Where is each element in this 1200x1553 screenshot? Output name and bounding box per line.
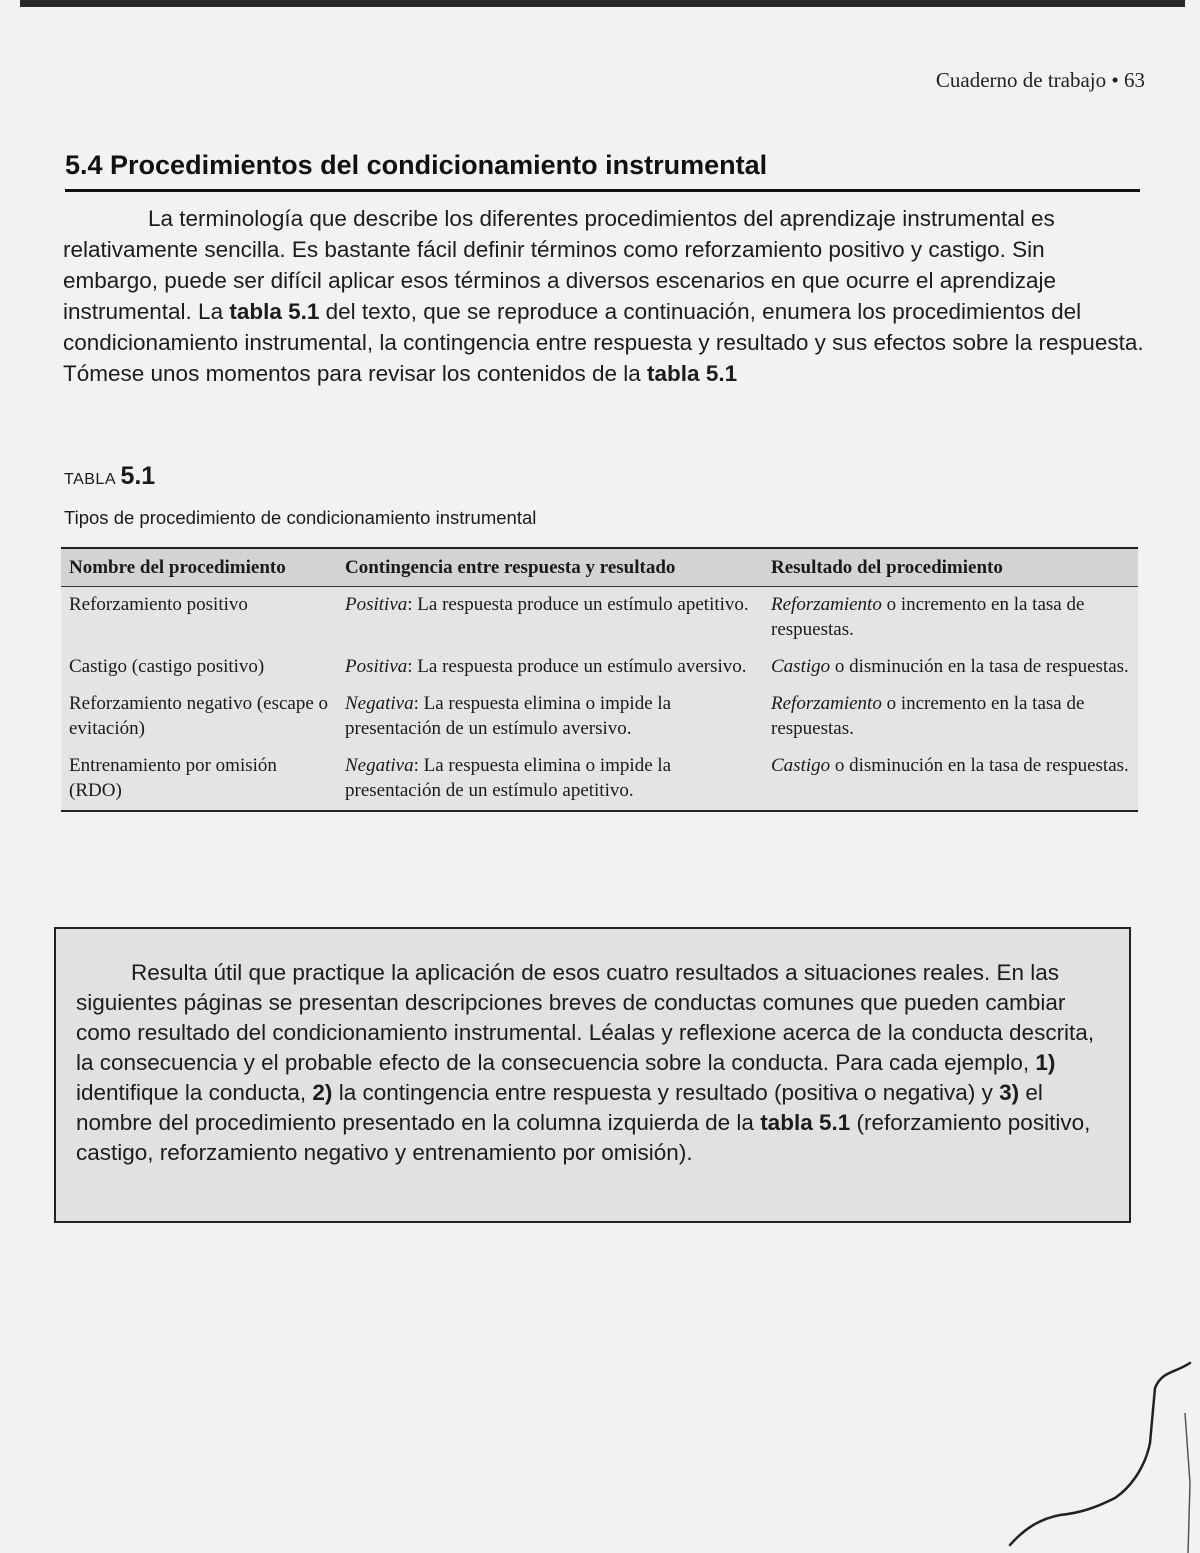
contingency-cell: [337, 649, 763, 686]
table-row: [61, 649, 1138, 686]
exercise-instructions: [76, 958, 1106, 1168]
section-title: 5.4 Procedimientos del condicionamiento instrumental: [65, 150, 1140, 192]
procedure-name-cell: Castigo (castigo positivo): [69, 656, 265, 677]
procedure-name-cell: Reforzamiento positivo: [69, 594, 248, 615]
intro-text-1: La terminología que describe los diferentes procedimientos del aprendizaje instrumental es relativamente sencilla. Es bastante fácil definir términos como reforzamiento positivo y castigo. Sin embargo, puede ser difícil aplicar esos términos a diversos escenarios en que ocurre el aprendizaje instrumental. La: [63, 206, 1057, 324]
result-type: Reforzamiento: [771, 693, 882, 714]
result-type: Castigo: [771, 755, 831, 776]
header-contingency: Contingencia entre respuesta y resultado: [337, 548, 763, 587]
exercise-box: [54, 927, 1131, 1223]
exercise-text-1: Resulta útil que practique la aplicación de esos cuatro resultados a situaciones reales. En las siguientes páginas se presentan descripciones breves de conductas comunes que pueden cambiar como resultado del condicionamiento instrumental. Léalas y reflexione acerca de la conducta descrita, la consecuencia y el probable efecto de la consecuencia sobre la conducta. Para cada ejemplo,: [76, 960, 1095, 1075]
contingency-description: : La respuesta produce un estímulo aversivo.: [407, 656, 747, 677]
table-row: [61, 686, 1138, 748]
contingency-type: Positiva: [345, 594, 408, 615]
header-result: Resultado del procedimiento: [763, 548, 1138, 587]
step-3-marker: 3): [999, 1080, 1020, 1105]
exercise-table-ref: tabla 5.1: [760, 1110, 851, 1135]
result-cell: [763, 587, 1138, 650]
page-corner-scribble: [900, 1253, 1200, 1553]
running-head: Cuaderno de trabajo • 63: [935, 68, 1145, 92]
result-type: Reforzamiento: [771, 594, 882, 615]
contingency-cell: [337, 748, 763, 811]
page-top-border: [20, 0, 1185, 7]
contingency-type: Positiva: [345, 656, 408, 677]
table-label: [64, 462, 155, 491]
result-cell: [763, 686, 1138, 748]
result-cell: [763, 748, 1138, 811]
intro-table-ref-1: tabla 5.1: [229, 299, 320, 324]
procedures-table: [61, 547, 1138, 812]
contingency-description: : La respuesta produce un estímulo apetitivo.: [407, 594, 749, 615]
contingency-description: : La respuesta elimina o impide la presentación de un estímulo apetitivo.: [345, 755, 672, 801]
step-1-marker: 1): [1035, 1050, 1056, 1075]
table-row: [61, 748, 1138, 811]
result-description: o incremento en la tasa de respuestas.: [771, 693, 1085, 739]
exercise-text-5: (reforzamiento positivo, castigo, reforzamiento negativo y entrenamiento por omisión).: [76, 1110, 1091, 1165]
header-procedure-name: Nombre del procedimiento: [61, 548, 337, 587]
contingency-cell: [337, 686, 763, 748]
result-cell: [763, 649, 1138, 686]
contingency-cell: [337, 587, 763, 650]
contingency-type: Negativa: [345, 755, 414, 776]
result-description: o disminución en la tasa de respuestas.: [830, 656, 1129, 677]
table-header-row: [61, 548, 1138, 587]
exercise-text-3: la contingencia entre respuesta y resultado (positiva o negativa) y: [332, 1080, 1000, 1105]
contingency-type: Negativa: [345, 693, 414, 714]
procedure-name-cell: Reforzamiento negativo (escape o evitación): [69, 693, 329, 739]
exercise-text-4: el nombre del procedimiento presentado en la columna izquierda de la: [76, 1080, 1043, 1135]
contingency-description: : La respuesta elimina o impide la presentación de un estímulo aversivo.: [345, 693, 672, 739]
result-description: o incremento en la tasa de respuestas.: [771, 594, 1085, 640]
table-row: [61, 587, 1138, 650]
procedure-name-cell: Entrenamiento por omisión (RDO): [69, 755, 277, 801]
intro-text-2: del texto, que se reproduce a continuación, enumera los procedimientos del condicionamiento instrumental, la contingencia entre respuesta y resultado y sus efectos sobre la respuesta. Tómese unos momentos para revisar los contenidos de la: [63, 299, 1144, 386]
step-2-marker: 2): [312, 1080, 333, 1105]
result-description: o disminución en la tasa de respuestas.: [830, 755, 1129, 776]
intro-table-ref-2: tabla 5.1: [647, 361, 738, 386]
intro-paragraph: [63, 203, 1145, 389]
exercise-text-2: identifique la conducta,: [76, 1080, 313, 1105]
result-type: Castigo: [771, 656, 831, 677]
table-label-prefix: TABLA: [64, 471, 116, 488]
table-label-number: 5.1: [120, 462, 156, 490]
table-caption: Tipos de procedimiento de condicionamiento instrumental: [64, 507, 537, 528]
